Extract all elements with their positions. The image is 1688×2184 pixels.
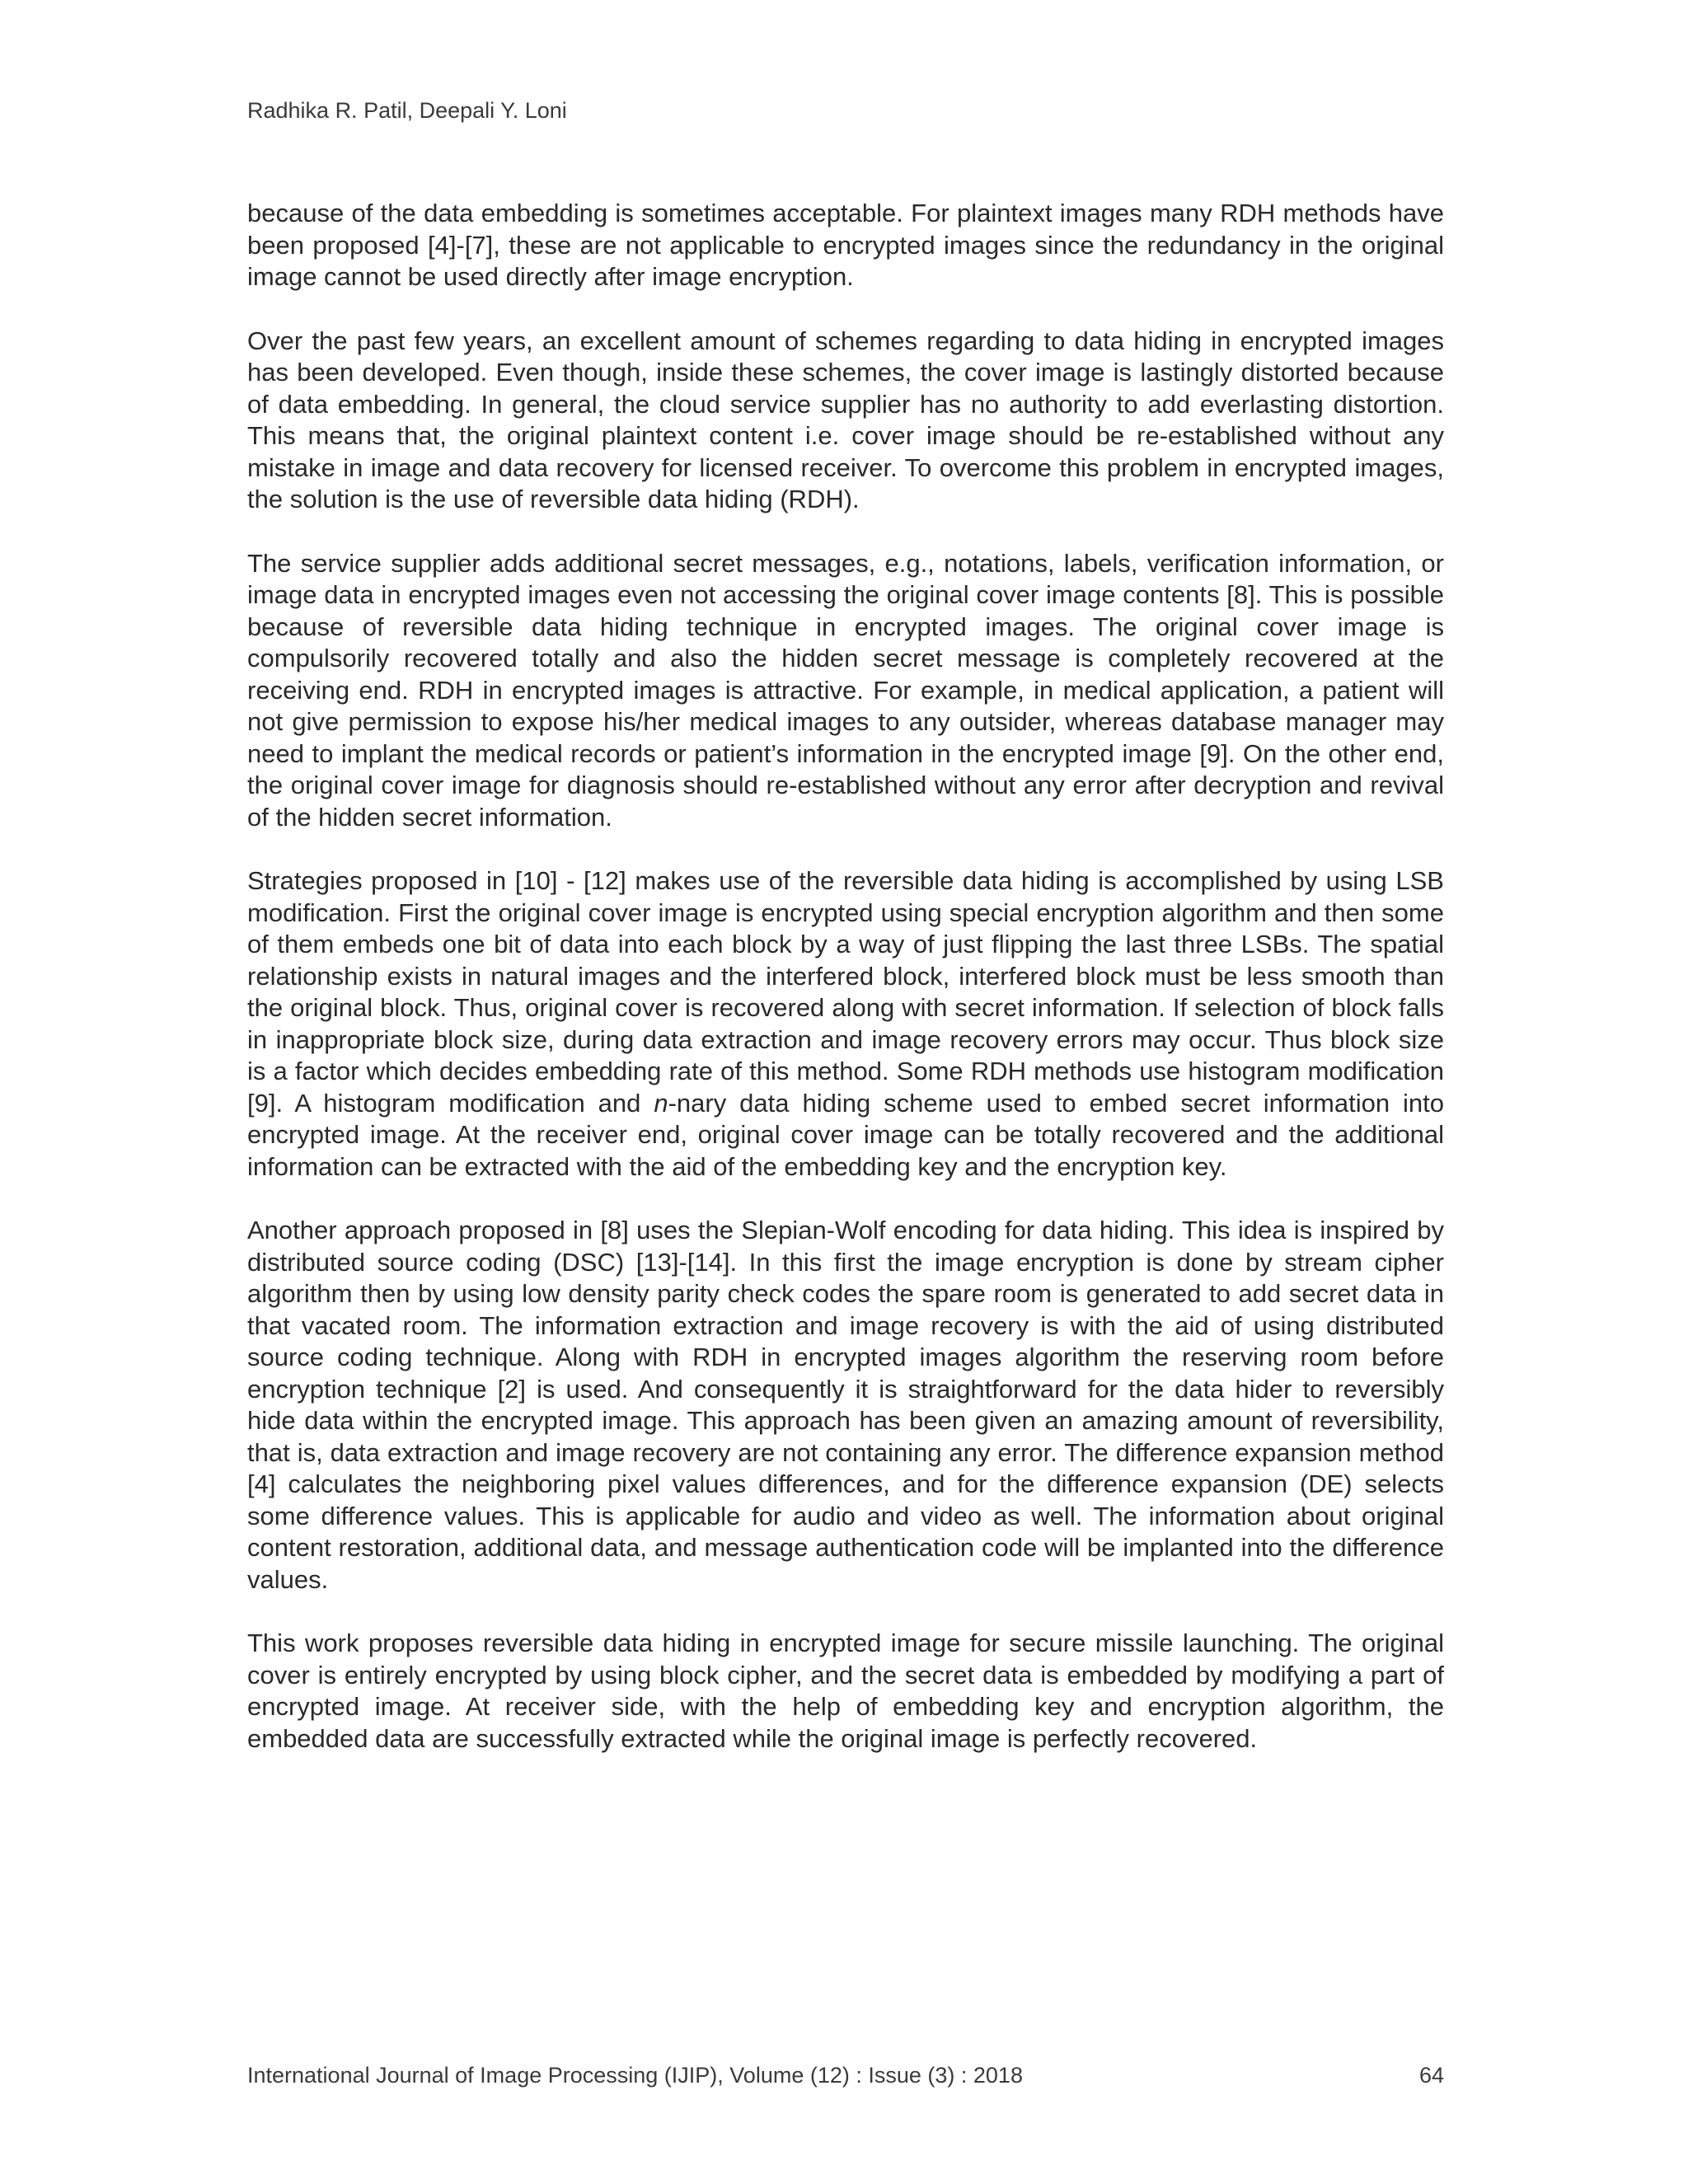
page-number: 64 [1418,2063,1444,2088]
paragraph-2: Over the past few years, an excellent amount of schemes regarding to data hiding in encrypted images has been developed. Even though, inside these schemes, the cover image is lastingly distorted because of data embedding. In general, the cloud service supplier has no authority to add everlasting distortion. This means that, the original plaintext content i.e. cover image should be re-established without any mistake in image and data recovery for licensed receiver. To overcome this problem in encrypted images, the solution is the use of reversible data hiding (RDH). [247,326,1444,513]
paragraph-1: because of the data embedding is sometimes acceptable. For plaintext images many RDH methods have been proposed [4]-[7], these are not applicable to encrypted images since the redundancy in the original image cannot be used directly after image encryption. [247,199,1444,291]
paragraph-4 [247,865,1444,1183]
body-text [247,198,1444,1787]
paragraph-5: Another approach proposed in [8] uses the Slepian-Wolf encoding for data hiding. This idea is inspired by distributed source coding (DSC) [13]-[14]. In this first the image encryption is done by stream cipher algorithm then by using low density parity check codes the spare room is generated to add secret data in that vacated room. The information extraction and image recovery is with the aid of using distributed source coding technique. Along with RDH in encrypted images algorithm the reserving room before encryption technique [2] is used. And consequently it is straightforward for the data hider to reversibly hide data within the encrypted image. This approach has been given an amazing amount of reversibility, that is, data extraction and image recovery are not containing any error. The difference expansion method [4] calculates the neighboring pixel values differences, and for the difference expansion (DE) selects some difference values. This is applicable for audio and video as well. The information about original content restoration, additional data, and message authentication code will be implanted into the difference values. [247,1216,1444,1594]
paragraph-6: This work proposes reversible data hiding in encrypted image for secure missile launching. The original cover is entirely encrypted by using block cipher, and the secret data is embedded by modifying a part of encrypted image. At receiver side, with the help of embedding key and encryption algorithm, the embedded data are successfully extracted while the original image is perfectly recovered. [247,1629,1444,1753]
paragraph-4-italic-n: n [654,1088,668,1118]
paragraph-4-part-1: Strategies proposed in [10] - [12] makes use of the reversible data hiding is accomplished by using LSB modification. First the original cover image is encrypted using special encryption algorithm and then some of them embeds one bit of data into each block by a way of just flipping the last three LSBs. The spatial relationship exists in natural images and the interfered block, interfered block must be less smooth than the original block. Thus, original cover is recovered along with secret information. If selection of block falls in inappropriate block size, during data extraction and image recovery errors may occur. Thus block size is a factor which decides embedding rate of this method. Some RDH methods use histogram modification [9]. A histogram modification and [247,866,1444,1118]
paragraph-3: The service supplier adds additional secret messages, e.g., notations, labels, verification information, or image data in encrypted images even not accessing the original cover image contents [8]. This is possible because of reversible data hiding technique in encrypted images. The original cover image is compulsorily recovered totally and also the hidden secret message is completely recovered at the receiving end. RDH in encrypted images is attractive. For example, in medical application, a patient will not give permission to expose his/her medical images to any outsider, whereas database manager may need to implant the medical records or patient’s information in the encrypted image [9]. On the other end, the original cover image for diagnosis should re-established without any error after decryption and revival of the hidden secret information. [247,548,1444,832]
footer-journal-citation: International Journal of Image Processing (IJIP), Volume (12) : Issue (3) : 2018 [247,2063,1023,2088]
running-head-authors: Radhika R. Patil, Deepali Y. Loni [247,98,567,123]
paragraph-4-part-2: -nary data hiding scheme used to embed secret information into encrypted image. At the receiver end, original cover image can be totally recovered and the additional information can be extracted with the aid of the embedding key and the encryption key. [247,1088,1444,1181]
